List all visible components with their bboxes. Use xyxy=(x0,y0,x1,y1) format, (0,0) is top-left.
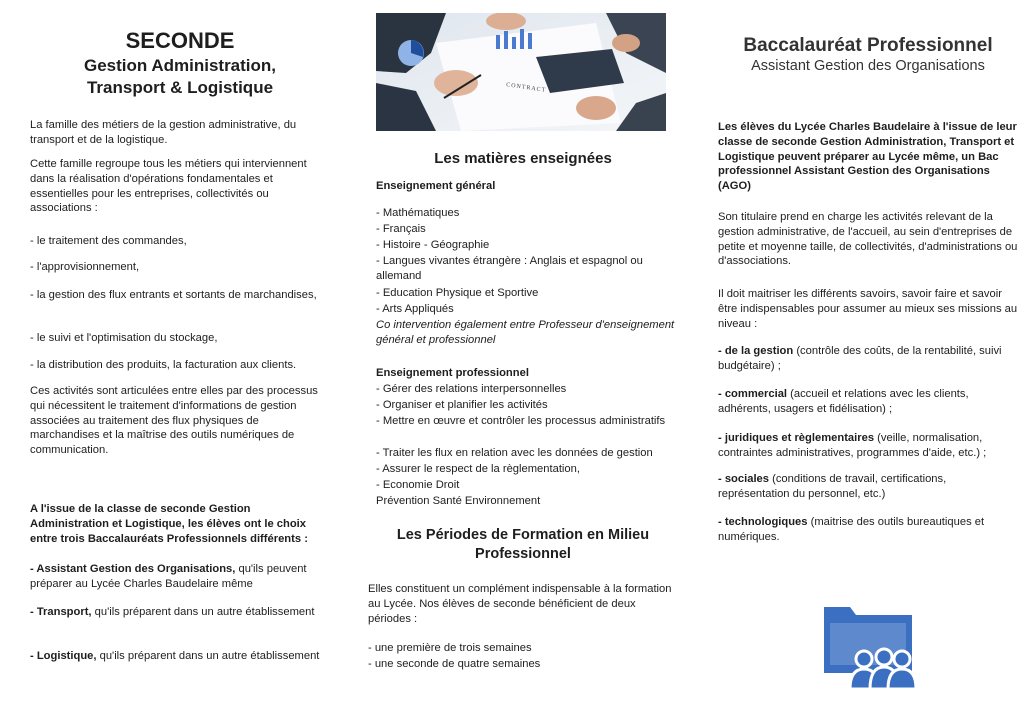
bac-option-name: - Logistique, xyxy=(30,650,97,662)
domain-desc: (contrôle des coûts, de la rentabilité, suivi budgétaire) ; xyxy=(718,345,1002,372)
domain-desc: (veille, normalisation, contraintes administratives, programmes d'aide, etc.) ; xyxy=(718,432,987,459)
seconde-processes: Ces activités sont articulées entre elles par des processus qui nécessitent le traitement d'informations de gestion associées au traitement des flux physiques de marchandises et la maîtrise des outils numériques de communication. xyxy=(30,385,318,457)
bac-option xyxy=(30,562,330,592)
matieres-title: Les matières enseignées xyxy=(434,150,612,167)
activity-item: - le traitement des commandes, xyxy=(30,235,187,247)
subject-item: - Français xyxy=(376,223,426,235)
seconde-intro: La famille des métiers de la gestion administrative, du transport et de la logistique. xyxy=(30,119,297,146)
seconde-title: SECONDE xyxy=(125,28,235,53)
activity-item: - le suivi et l'optimisation du stockage, xyxy=(30,332,218,344)
bac-subtitle: Assistant Gestion des Organisations xyxy=(751,58,985,74)
domain-name: - technologiques xyxy=(718,516,808,528)
bac-option-name: - Assistant Gestion des Organisations, xyxy=(30,563,236,575)
subject-item: - Mathématiques xyxy=(376,207,460,219)
period-item: - une seconde de quatre semaines xyxy=(368,658,541,670)
domain-name: - juridiques et règlementaires xyxy=(718,432,875,444)
bac-option-desc: qu'ils préparent dans un autre établissement xyxy=(91,606,315,618)
co-intervention-note: Co intervention également entre Professeur d'enseignement général et professionnel xyxy=(376,319,675,346)
folder-people-icon xyxy=(818,593,918,693)
subject-item: - Arts Appliqués xyxy=(376,303,454,315)
general-section-title: Enseignement général xyxy=(376,180,496,192)
pro-item: - Economie Droit xyxy=(376,479,460,491)
pfmp-description: Elles constituent un complément indispensable à la formation au Lycée. Nos élèves de seconde bénéficient de deux périodes : xyxy=(368,583,672,625)
subject-item: - Histoire - Géographie xyxy=(376,239,490,251)
pro-section-title: Enseignement professionnel xyxy=(376,367,529,379)
bac-option xyxy=(30,649,330,664)
subject-item: - Langues vivantes étrangère : Anglais et espagnol ou allemand xyxy=(376,255,643,282)
bac-title: Baccalauréat Professionnel xyxy=(743,35,993,56)
bac-intro: Les élèves du Lycée Charles Baudelaire à l'issue de leur classe de seconde Gestion Administration, Transport et Logistique peuvent préparer au Lycée même, un Bac professionnel Assistant Gestion des Organisations (AGO) xyxy=(718,121,1017,193)
prevention-item: Prévention Santé Environnement xyxy=(376,495,541,507)
activity-item: - la gestion des flux entrants et sortants de marchandises, xyxy=(30,289,317,301)
domain-item xyxy=(718,387,1018,417)
bac-holder-description: Son titulaire prend en charge les activités relevant de la gestion administrative, de l'accueil, au sein d'entreprises de petite et moyenne taille, de collectivités, d'administrations ou d'associations. xyxy=(718,211,1018,268)
subject-item: - Education Physique et Sportive xyxy=(376,287,539,299)
pfmp-title-line1: Les Périodes de Formation en Milieu xyxy=(396,527,650,543)
domain-item xyxy=(718,472,1018,502)
bac-option-desc: qu'ils peuvent préparer au Lycée Charles Baudelaire même xyxy=(30,563,307,590)
choice-intro: A l'issue de la classe de seconde Gestion Administration et Logistique, les élèves ont le choix entre trois Baccalauréats Professionnels différents : xyxy=(30,503,308,545)
domain-desc: (maitrise des outils bureautiques et numériques. xyxy=(718,516,985,543)
pro-item: - Assurer le respect de la règlementation, xyxy=(376,463,580,475)
pfmp-title-line2: Professionnel xyxy=(475,546,571,562)
bac-option xyxy=(30,605,330,620)
seconde-subtitle-line2: Transport & Logistique xyxy=(86,78,274,97)
pro-item: - Organiser et planifier les activités xyxy=(376,399,548,411)
pro-item: - Mettre en œuvre et contrôler les processus administratifs xyxy=(376,415,666,427)
pro-item: - Gérer des relations interpersonnelles xyxy=(376,383,567,395)
photo-contract-text: CONTRACT xyxy=(505,82,547,94)
domain-desc: (conditions de travail, certifications, représentation du personnel, etc.) xyxy=(718,473,947,500)
period-item: - une première de trois semaines xyxy=(368,642,532,654)
domain-item xyxy=(718,344,1018,374)
bac-option-desc: qu'ils préparent dans un autre établissement xyxy=(96,650,320,662)
domain-name: - commercial xyxy=(718,388,788,400)
domain-name: - de la gestion xyxy=(718,345,794,357)
domain-desc: (accueil et relations avec les clients, adhérents, usagers et fidélisation) ; xyxy=(718,388,969,415)
domain-name: - sociales xyxy=(718,473,769,485)
activity-item: - la distribution des produits, la facturation aux clients. xyxy=(30,359,297,371)
seconde-description: Cette famille regroupe tous les métiers qui interviennent dans la réalisation d'opérations fondamentales et essentielles pour les entreprises, collectivités ou associations : xyxy=(30,158,307,215)
bac-skills-intro: Il doit maitriser les différents savoirs, savoir faire et savoir être indispensables pour assumer au mieux ses missions au niveau : xyxy=(718,288,1018,330)
domain-item xyxy=(718,431,1018,461)
pro-item: - Traiter les flux en relation avec les données de gestion xyxy=(376,447,653,459)
seconde-subtitle-line1: Gestion Administration, xyxy=(83,56,277,75)
business-meeting-photo xyxy=(376,13,666,131)
activity-item: - l'approvisionnement, xyxy=(30,261,140,273)
domain-item xyxy=(718,515,1018,545)
bac-option-name: - Transport, xyxy=(30,606,92,618)
